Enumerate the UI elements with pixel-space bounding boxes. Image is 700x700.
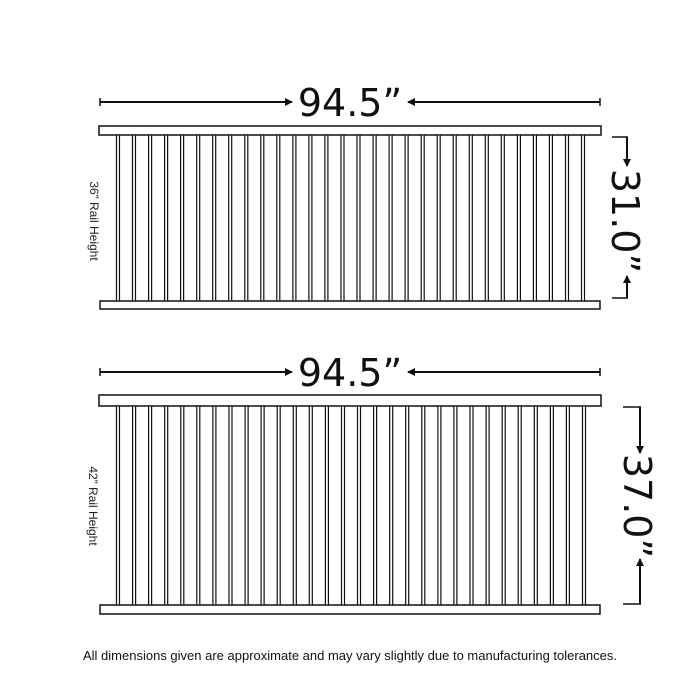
picket — [550, 406, 553, 605]
picket — [582, 135, 585, 301]
picket — [117, 135, 120, 301]
picket — [437, 135, 440, 301]
picket — [421, 135, 424, 301]
picket — [293, 135, 296, 301]
picket — [133, 135, 136, 301]
picket — [277, 135, 280, 301]
picket — [486, 406, 489, 605]
picket — [566, 135, 569, 301]
picket — [261, 406, 264, 605]
disclaimer-text: All dimensions given are approximate and may vary slightly due to manufacturing tolerances. — [83, 648, 617, 663]
picket — [181, 406, 184, 605]
picket — [453, 135, 456, 301]
picket — [454, 406, 457, 605]
picket — [357, 135, 360, 301]
rail-height-label-42: 42” Rail Height — [86, 466, 100, 546]
picket — [181, 135, 184, 301]
rail-height-label-36: 36” Rail Height — [87, 181, 101, 261]
picket — [229, 135, 232, 301]
picket — [245, 135, 248, 301]
picket — [518, 406, 521, 605]
picket — [549, 135, 552, 301]
picket — [422, 406, 425, 605]
picket — [213, 406, 216, 605]
bottom-rail-42 — [100, 605, 600, 614]
picket — [165, 406, 168, 605]
picket — [342, 406, 345, 605]
picket — [358, 406, 361, 605]
height-label-36: 31.0” — [603, 168, 647, 274]
pickets-36 — [117, 135, 585, 301]
picket — [390, 406, 393, 605]
picket — [229, 406, 232, 605]
picket — [389, 135, 392, 301]
picket — [438, 406, 441, 605]
bottom-rail-36 — [100, 301, 600, 309]
picket — [566, 406, 569, 605]
picket — [470, 406, 473, 605]
picket — [149, 135, 152, 301]
picket — [325, 135, 328, 301]
picket — [405, 135, 408, 301]
picket — [325, 406, 328, 605]
height-label-42: 37.0” — [615, 453, 659, 559]
picket — [374, 406, 377, 605]
picket — [277, 406, 280, 605]
picket — [406, 406, 409, 605]
picket — [517, 135, 520, 301]
picket — [309, 406, 312, 605]
picket — [245, 406, 248, 605]
picket — [213, 135, 216, 301]
width-label-42: 94.5” — [297, 351, 403, 395]
picket — [341, 135, 344, 301]
picket — [501, 135, 504, 301]
picket — [533, 135, 536, 301]
picket — [117, 406, 120, 605]
picket — [469, 135, 472, 301]
picket — [197, 135, 200, 301]
picket — [165, 135, 168, 301]
width-label-36: 94.5” — [297, 81, 403, 125]
panel-36 — [87, 81, 647, 309]
picket — [261, 135, 264, 301]
picket — [583, 406, 586, 605]
picket — [534, 406, 537, 605]
picket — [293, 406, 296, 605]
picket — [502, 406, 505, 605]
pickets-42 — [117, 406, 586, 605]
picket — [133, 406, 136, 605]
top-rail-42 — [99, 395, 601, 406]
picket — [149, 406, 152, 605]
picket — [373, 135, 376, 301]
picket — [197, 406, 200, 605]
panel-42 — [86, 351, 659, 614]
top-rail-36 — [99, 126, 601, 135]
picket — [309, 135, 312, 301]
picket — [485, 135, 488, 301]
